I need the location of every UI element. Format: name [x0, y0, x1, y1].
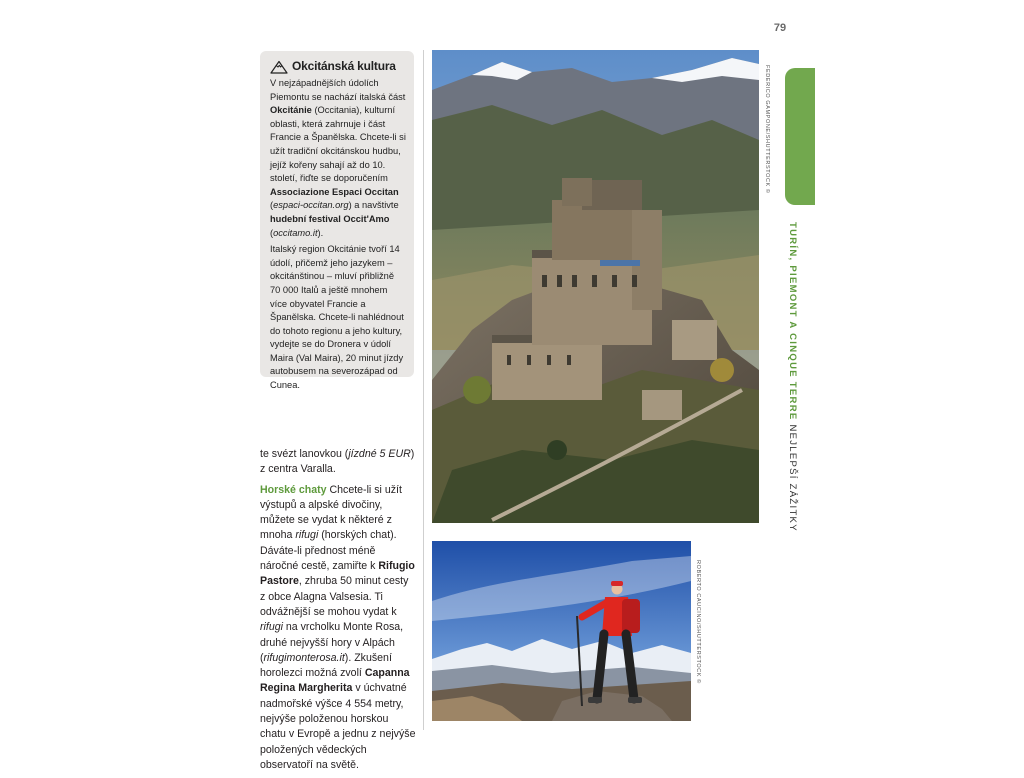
website-link: occitamo.it [273, 227, 318, 238]
sidebar-box [260, 51, 414, 391]
bold-term: Capanna Regina Margherita [260, 667, 410, 695]
text-run: ( [270, 227, 274, 238]
text-run: ). [317, 227, 324, 238]
price-note: jízdné 5 EUR [348, 448, 411, 460]
bold-term: Okcitánie [270, 105, 312, 116]
italic-term: rifugi [295, 529, 319, 542]
text-run: (horských chat). Dáváte-li přednost méně náročné cestě, zamiřte k [260, 529, 397, 573]
italic-term: rifugi [260, 621, 283, 634]
website-link: rifugimonterosa.it [263, 651, 345, 664]
body-paragraph [260, 483, 416, 774]
text-run: Chcete-li si užít výstupů a alpské divočiny, můžete se vydat k některé z mnoha [260, 483, 402, 542]
mountain-icon [270, 60, 288, 74]
sidebar-paragraph: Italský region Okcitánie tvoří 14 údolí, přičemž jeho jazykem – okcitánštinou – mluví přibližně 70 000 Italů a ještě mnohem více obyvatel Francie a Španělska. Chcete-li nahlédnout do tohoto regionu a jeho kultury, vydejte se do Dronera v údolí Maira (Val Maira), 20 minut jízdy autobusem na severozápad od Cunea. [270, 244, 404, 391]
website-link: espaci-occitan.org [273, 200, 349, 211]
text-run: na vrcholku Monte Rosa, druhé nejvyšší hory v Alpách ( [260, 621, 404, 664]
section-title: NEJLEPŠÍ ZÁŽITKY [787, 424, 798, 532]
running-header [783, 222, 801, 532]
abbey-photo [432, 50, 759, 523]
chapter-title: TURÍN, PIEMONT A CINQUE TERRE [787, 222, 798, 421]
sidebar-title: Okcitánská kultura [292, 59, 396, 74]
bold-term: hudební festival Occit'Amo [270, 213, 390, 224]
photo-credit: FEDERICO GAMPONE/SHUTTERSTOCK © [764, 65, 770, 194]
hiker-photo [432, 541, 691, 721]
text-run: V nejzápadnějších údolích Piemontu se nachází italská část [270, 78, 406, 102]
text-run: (Occitania), kulturní oblasti, která zahrnuje i část Francie a Španělska. Chcete-li si užít tradiční okcitánskou hudbu, jejíž kořeny sahají až do 10. století, řiďte se doporučením [270, 105, 406, 184]
page-number: 79 [773, 22, 787, 34]
body-text [260, 447, 416, 778]
column-divider [423, 50, 424, 730]
section-heading: Horské chaty [260, 483, 327, 496]
text-run: ) z centra Varalla. [260, 448, 415, 476]
text-run: ) a navštivte [348, 200, 399, 211]
text-run: ). Zkušení horolezci možná zvolí [260, 651, 392, 680]
body-paragraph [260, 447, 416, 478]
text-run: ( [270, 200, 274, 211]
chapter-tab [785, 68, 815, 205]
text-run: te svézt lanovkou ( [260, 448, 349, 460]
bold-term: Associazione Espaci Occitan [270, 186, 399, 197]
text-run: v úchvatné nadmořské výšce 4 554 metry, nejvýše položenou horskou chatu v Evropě a jednu z nejvýše položených vědeckých observatoří na světě. [260, 682, 416, 771]
text-run: , zhruba 50 minut cesty z obce Alagna Valsesia. Ti odvážnější se mohou vydat k [260, 575, 409, 618]
sidebar-paragraph [270, 77, 406, 240]
sidebar-title-row [270, 60, 406, 74]
photo-credit: ROBERTO CAUCINO/SHUTTERSTOCK © [695, 560, 701, 684]
bold-term: Rifugio Pastore [260, 560, 415, 588]
